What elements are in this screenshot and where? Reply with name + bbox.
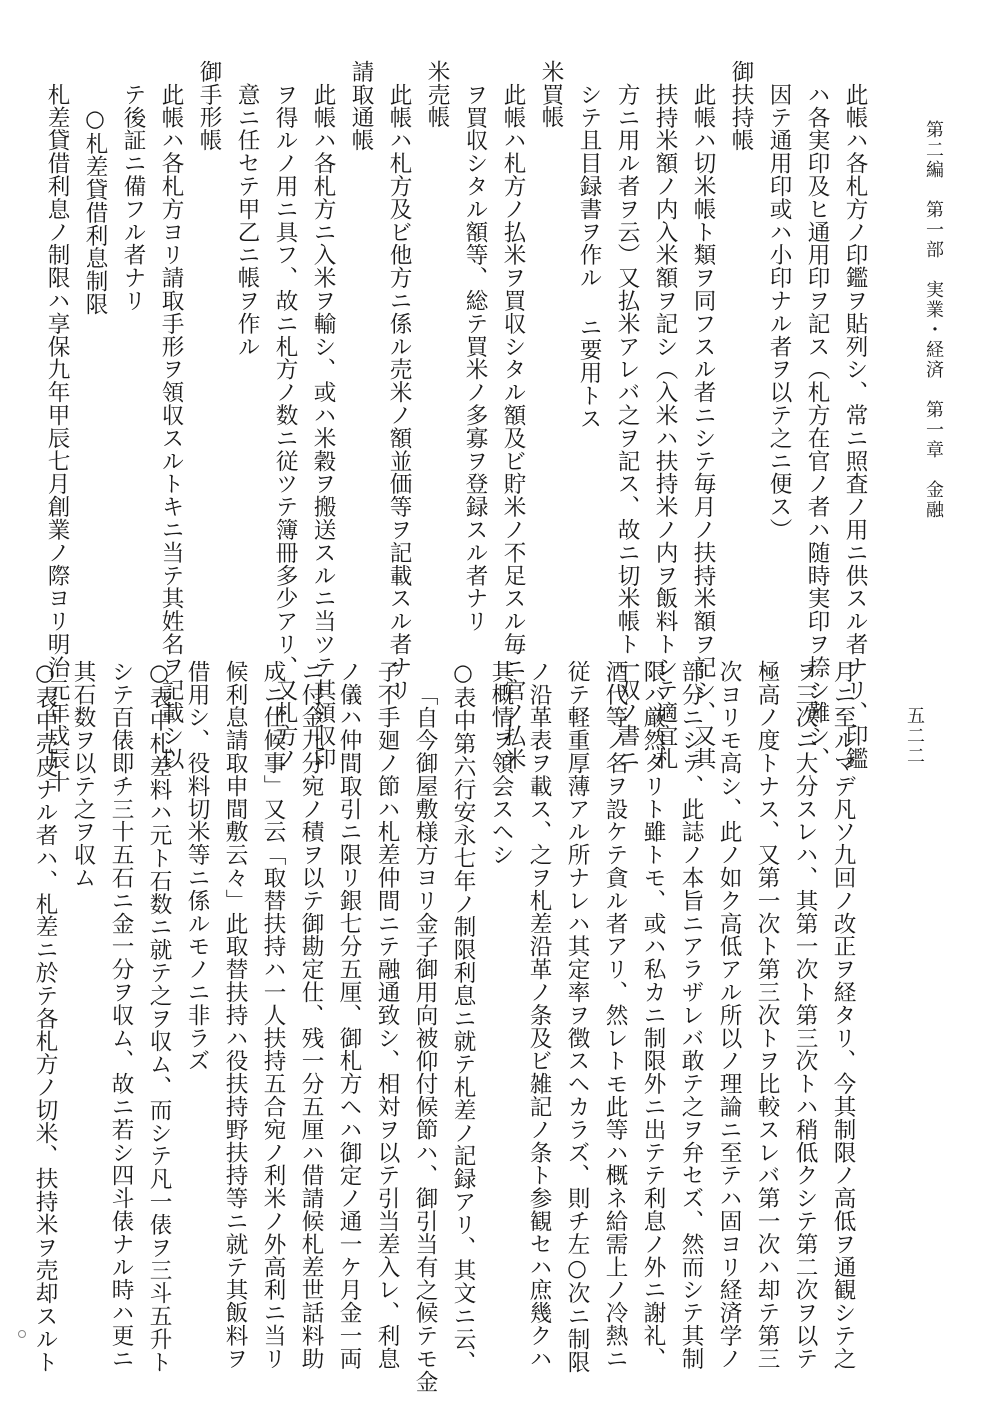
text-line: ハ各実印及ヒ通用印ヲ記ス（札方在官ノ者ハ随時実印ヲ捺シ難シ、 — [804, 83, 830, 770]
text-line: ニ付金九分宛ノ積ヲ以テ御勘定仕、残一分五厘ハ借請候札差世話料助 — [298, 660, 324, 1370]
lower-text-block — [32, 660, 862, 1393]
text-line: 候利息請取申間敷云々」此取替扶持ハ役扶持野扶持等ニ就テ其飯料ヲ — [222, 660, 248, 1370]
text-line: 此帳ハ札方ノ払米ヲ買収シタル額及ビ貯米ノ不足スル毎ニ官ノ払米 — [500, 83, 526, 770]
text-line: 札差貸借利息ノ制限ハ享保九年甲辰七月創業ノ際ヨリ明治元年戊辰十 — [44, 83, 70, 793]
text-line: 限ハ厳然タリト雖トモ、或ハ私カニ制限外ニ出テテ利息ノ外ニ謝礼、 — [640, 660, 666, 1370]
text-line: ヲ得ルノ用ニ具フ、故ニ札方ノ数ニ従ツテ簿冊多少アリ、又札方ノ — [272, 83, 298, 770]
text-line: テ後証ニ備フル者ナリ — [120, 83, 146, 312]
text-line: 此帳ハ札方及ビ他方ニ係ル売米ノ額並価等ヲ記載スル者ナリ — [386, 83, 412, 702]
text-line: 従テ軽重厚薄アル所ナレハ其定率ヲ徴スヘカラズ、則チ左○次ニ制限 — [564, 660, 590, 1374]
text-line: ヲ買収シタル額等、総テ買米ノ多寡ヲ登録スル者ナリ — [462, 83, 488, 633]
text-line: ノ儀ハ仲間取引ニ限リ銀七分五厘、御札方ヘハ御定ノ通一ケ月金一両 — [336, 660, 362, 1370]
text-line: 其概情ヲ領会スヘシ — [488, 660, 514, 867]
text-line: 其石数ヲ以テ之ヲ収ム — [70, 660, 96, 889]
page-number: 五二二 — [904, 706, 925, 766]
text-line: 酒代等ノ名ヲ設ケテ貪ル者アリ、然レトモ此等ハ概ネ給需上ノ冷熱ニ — [602, 660, 628, 1370]
text-line: 此帳ハ各札方ノ印鑑ヲ貼列シ、常ニ照査ノ用ニ供スル者ナリ、印鑑 — [842, 83, 868, 770]
section-heading: 米売帳 — [424, 60, 450, 129]
text-line: ○表中売皮ナル者ハ、札差ニ於テ各札方ノ切米、扶持米ヲ売却スルト — [32, 660, 58, 1374]
text-line: 成ニ仕候事」又云「取替扶持ハ一人扶持五合宛ノ利米ノ外高利ニ当リ — [260, 660, 286, 1370]
text-line: 子不手廻ノ節ハ札差仲間ニテ融通致シ、相対ヲ以テ引当差入レ、利息 — [374, 660, 400, 1370]
text-line: 扶持米額ノ内入米額ヲ記シ（入米ハ扶持米ノ内ヲ飯料トシテ適宜札 — [652, 83, 678, 770]
running-header: 第二編 第一部 実業・経済 第一章 金融 — [923, 120, 944, 520]
text-line: 此帳ハ各札方ニ入米ヲ輸シ、或ハ米穀ヲ搬送スルニ当ツテ其領収印 — [310, 83, 336, 770]
text-line: シテ百俵即チ三十五石ニ金一分ヲ収ム、故ニ若シ四斗俵ナル時ハ更ニ — [108, 660, 134, 1370]
text-line: 「自今御屋敷様方ヨリ金子御用向被仰付候節ハ、御引当有之候テモ金 — [412, 683, 438, 1393]
text-line: 此帳ハ各札方ヨリ請取手形ヲ領収スルトキニ当テ其姓名ヲ記載シ以 — [158, 83, 184, 770]
section-heading: 御手形帳 — [196, 60, 222, 152]
text-line: 極高ノ度トナス、又第一次ト第三次トヲ比較スレバ第一次ハ却テ第三 — [754, 660, 780, 1370]
text-line: 方ニ用ル者ヲ云）又払米アレバ之ヲ記ス、故ニ切米帳ト一双ノ書ニ — [614, 83, 640, 770]
section-heading: 御扶持帳 — [728, 60, 754, 152]
text-line: シテ且目録書ヲ作ル ニ要用トス — [576, 83, 602, 430]
text-line: ○表中札差料ハ元ト石数ニ就テ之ヲ収ム、而シテ凡一俵ヲ三斗五升ト — [146, 660, 172, 1374]
text-line: ○表中第六行安永七年ノ制限利息ニ就テ札差ノ記録アリ、其文ニ云、 — [450, 660, 476, 1374]
text-line: ノ沿革表ヲ載ス、之ヲ札差沿革ノ条及ビ雑記ノ条ト参観セハ庶幾クハ — [526, 660, 552, 1370]
text-line: 次ヨリモ高シ、此ノ如ク高低アル所以ノ理論ニ至テハ固ヨリ経済学ノ — [716, 660, 742, 1370]
text-line: 月ニ至ルマデ凡ソ九回ノ改正ヲ経タリ、今其制限ノ高低ヲ通観シテ之 — [830, 660, 856, 1370]
text-line: ヲ三次ニ大分スレハ、其第一次ト第三次トハ稍低クシテ第二次ヲ以テ — [792, 660, 818, 1370]
section-heading: 米買帳 — [538, 60, 564, 129]
text-line: ○札差貸借利息制限 — [82, 106, 108, 316]
text-line: 部分ニシテ、此誌ノ本旨ニアラザレバ敢テ之ヲ弁セズ、然而シテ其制 — [678, 660, 704, 1370]
text-line: 意ニ任セテ甲乙ニ帳ヲ作ル — [234, 83, 260, 358]
margin-mark — [18, 1330, 26, 1338]
section-heading: 請取通帳 — [348, 60, 374, 152]
text-line: 此帳ハ切米帳ト類ヲ同フスル者ニシテ毎月ノ扶持米額ヲ記シ、又其 — [690, 83, 716, 770]
text-line: 借用シ、役料切米等ニ係ルモノニ非ラズ — [184, 660, 210, 1073]
text-line: 因テ通用印或ハ小印ナル者ヲ以テ之ニ便ス） — [766, 83, 792, 541]
